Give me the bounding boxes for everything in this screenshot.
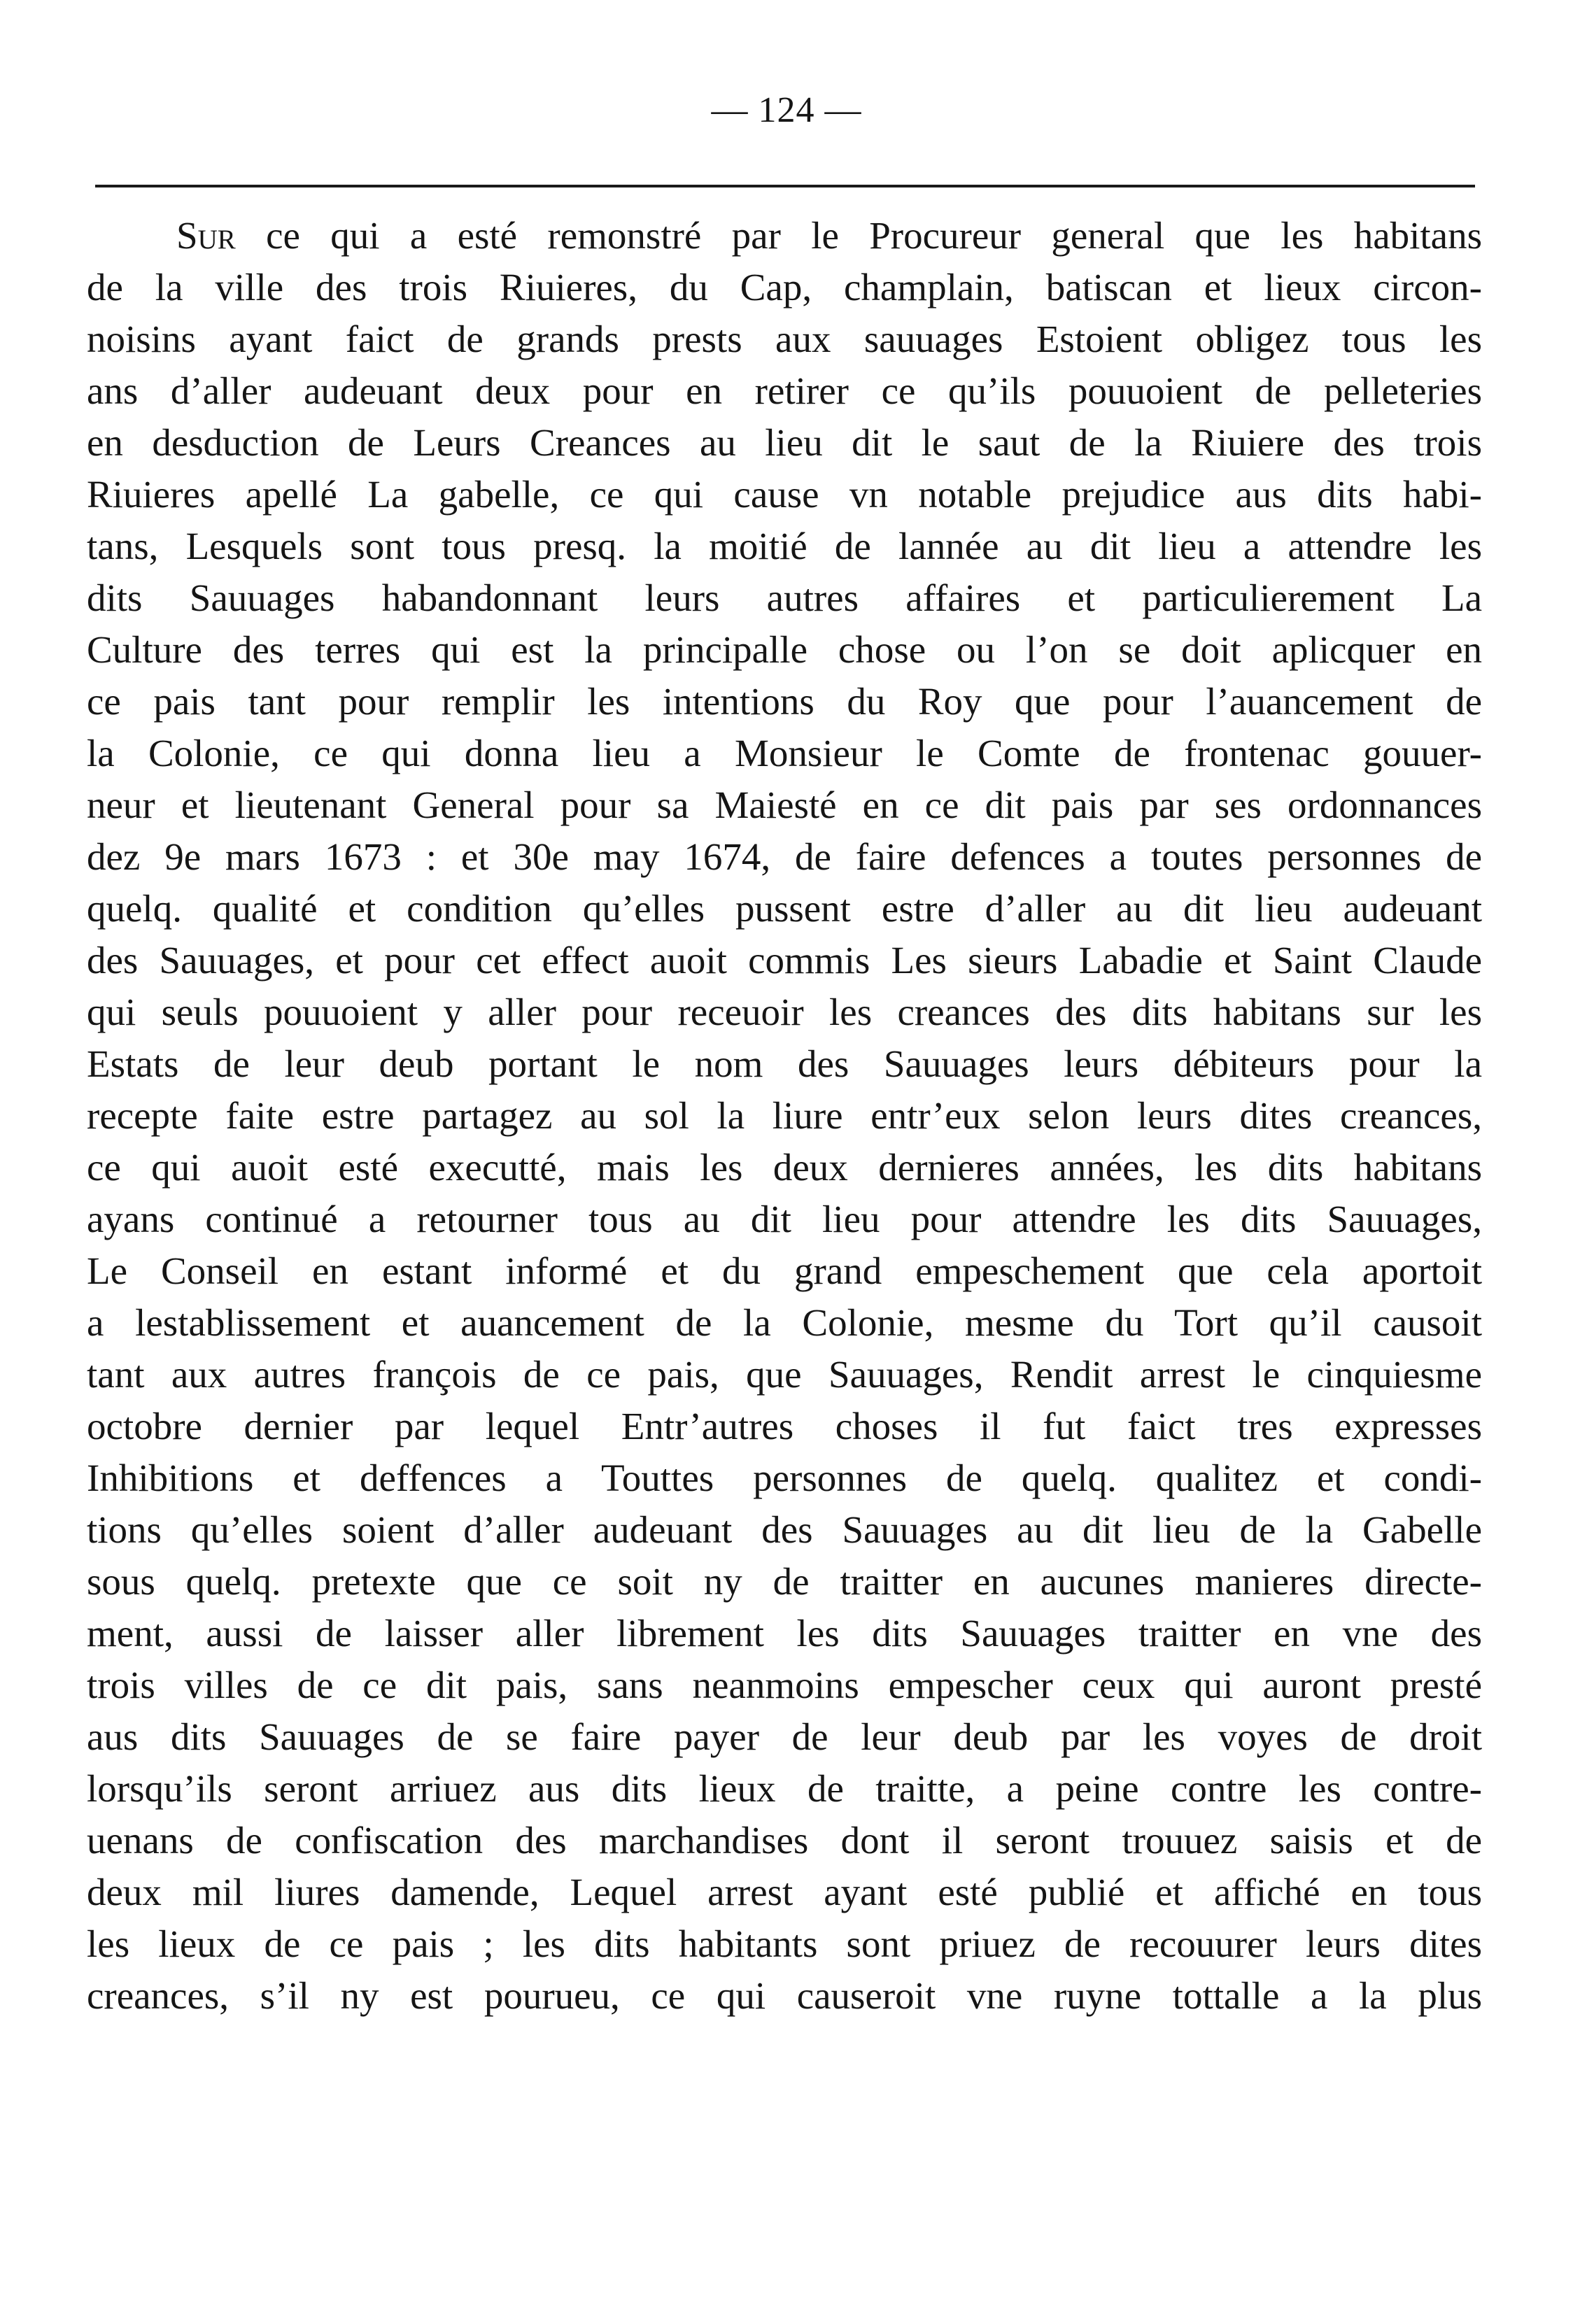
text-line: ans d’aller audeuant deux pour en retirer ce qu’ils pouuoient de pelleteries — [87, 369, 1482, 412]
text-line: dez 9e mars 1673 : et 30e may 1674, de faire defences a toutes personnes de — [87, 835, 1482, 878]
header-rule — [95, 185, 1475, 187]
text-line: octobre dernier par lequel Entr’autres choses il fut faict tres expresses — [87, 1405, 1482, 1447]
text-line: des Sauuages, et pour cet effect auoit commis Les sieurs Labadie et Saint Claude — [87, 939, 1482, 982]
text-line: sous quelq. pretexte que ce soit ny de traitter en aucunes manieres directe- — [87, 1560, 1482, 1603]
text-line: Sur ce qui a esté remonstré par le Procureur general que les habitans — [176, 214, 1482, 257]
text-line: ayans continué a retourner tous au dit lieu pour attendre les dits Sauuages, — [87, 1198, 1482, 1240]
text-line: noisins ayant faict de grands prests aux sauuages Estoient obligez tous les — [87, 318, 1482, 360]
text-line: ce qui auoit esté executté, mais les deux dernieres années, les dits habitans — [87, 1146, 1482, 1189]
text-line: recepte faite estre partagez au sol la liure entr’eux selon leurs dites creances, — [87, 1094, 1482, 1137]
text-line: de la ville des trois Riuieres, du Cap, champlain, batiscan et lieux circon- — [87, 266, 1482, 309]
text-line: deux mil liures damende, Lequel arrest ayant esté publié et affiché en tous — [87, 1871, 1482, 1913]
text-line: neur et lieutenant General pour sa Maiesté en ce dit pais par ses ordonnances — [87, 784, 1482, 826]
text-line: qui seuls pouuoient y aller pour receuoir les creances des dits habitans sur les — [87, 991, 1482, 1033]
text-line: creances, s’il ny est pourueu, ce qui causeroit vne ruyne tottalle a la plus — [87, 1974, 1482, 2017]
text-line: les lieux de ce pais ; les dits habitants sont priuez de recouurer leurs dites — [87, 1922, 1482, 1965]
text-line: Culture des terres qui est la principalle chose ou l’on se doit aplicquer en — [87, 628, 1482, 671]
text-line: en desduction de Leurs Creances au lieu dit le saut de la Riuiere des trois — [87, 421, 1482, 464]
text-line: tans, Lesquels sont tous presq. la moitié de lannée au dit lieu a attendre les — [87, 525, 1482, 567]
text-line: ce pais tant pour remplir les intentions du Roy que pour l’auancement de — [87, 680, 1482, 723]
text-line: Le Conseil en estant informé et du grand empeschement que cela aportoit — [87, 1249, 1482, 1292]
text-line: Estats de leur deub portant le nom des Sauuages leurs débiteurs pour la — [87, 1042, 1482, 1085]
text-line: la Colonie, ce qui donna lieu a Monsieur le Comte de frontenac gouuer- — [87, 732, 1482, 774]
text-line: ment, aussi de laisser aller librement les dits Sauuages traitter en vne des — [87, 1612, 1482, 1655]
text-line: a lestablissement et auancement de la Colonie, mesme du Tort qu’il causoit — [87, 1301, 1482, 1344]
text-line: trois villes de ce dit pais, sans neanmoins empescher ceux qui auront presté — [87, 1664, 1482, 1706]
text-line: dits Sauuages habandonnant leurs autres affaires et particulierement La — [87, 576, 1482, 619]
text-line: Riuieres apellé La gabelle, ce qui cause vn notable prejudice aus dits habi- — [87, 473, 1482, 516]
text-line: Inhibitions et deffences a Touttes personnes de quelq. qualitez et condi- — [87, 1457, 1482, 1499]
text-line: lorsqu’ils seront arriuez aus dits lieux de traitte, a peine contre les contre- — [87, 1767, 1482, 1810]
text-line: quelq. qualité et condition qu’elles pussent estre d’aller au dit lieu audeuant — [87, 887, 1482, 930]
lead-word: Sur — [176, 214, 236, 257]
text-line: tions qu’elles soient d’aller audeuant des Sauuages au dit lieu de la Gabelle — [87, 1508, 1482, 1551]
page-number: — 124 — — [711, 90, 862, 130]
text-line: tant aux autres françois de ce pais, que Sauuages, Rendit arrest le cinquiesme — [87, 1353, 1482, 1396]
text-line: uenans de confiscation des marchandises dont il seront trouuez saisis et de — [87, 1819, 1482, 1862]
text-line: aus dits Sauuages de se faire payer de leur deub par les voyes de droit — [87, 1715, 1482, 1758]
